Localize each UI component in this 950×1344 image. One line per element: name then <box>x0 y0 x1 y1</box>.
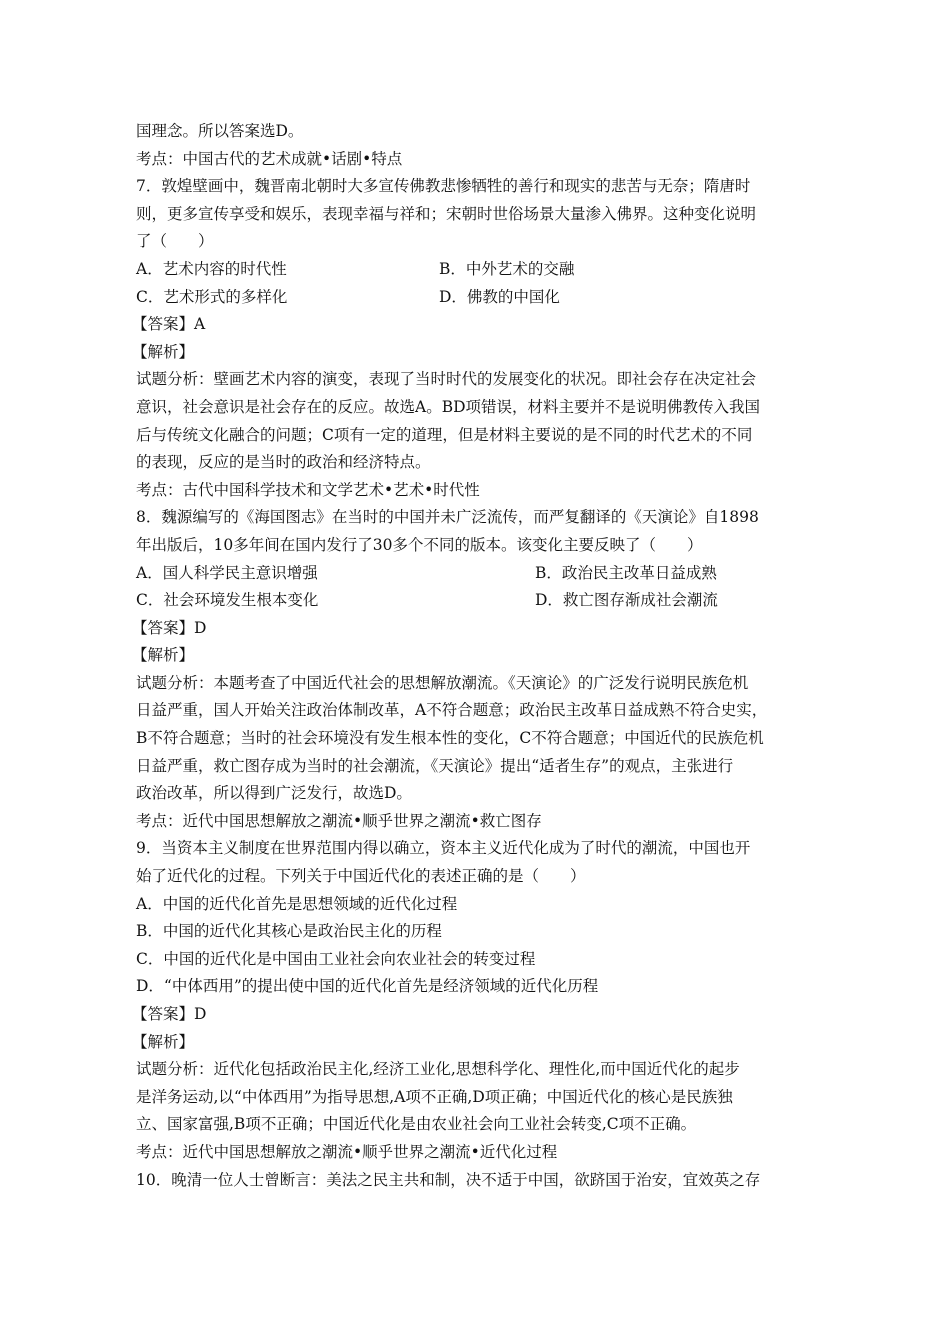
question-stem-line: 9．当资本主义制度在世界范围内得以确立，资本主义近代化成为了时代的潮流，中国也开 <box>136 839 751 858</box>
question-stem-line: 了（ ） <box>136 232 214 251</box>
option-d: D．救亡图存渐成社会潮流 <box>535 591 718 610</box>
option-row <box>136 284 816 312</box>
analysis-line: 试题分析：壁画艺术内容的演变，表现了当时时代的发展变化的状况。即社会存在决定社会 <box>136 370 757 389</box>
question-8 <box>132 504 816 835</box>
option-b: B．政治民主改革日益成熟 <box>535 563 717 582</box>
analysis-label: 【解析】 <box>132 646 195 665</box>
text-line: 国理念。所以答案选D。 <box>136 122 304 140</box>
analysis-line: 日益严重，国人开始关注政治体制改革，A不符合题意；政治民主改革日益成熟不符合史实， <box>136 701 768 720</box>
kaodian-line: 考点：近代中国思想解放之潮流•顺乎世界之潮流•救亡图存 <box>136 811 542 830</box>
question-10 <box>136 1167 816 1195</box>
option-a: A．国人科学民主意识增强 <box>136 563 318 582</box>
option-row <box>136 560 816 588</box>
question-stem-line: 7．敦煌壁画中，魏晋南北朝时大多宣传佛教悲惨牺牲的善行和现实的悲苦与无奈；隋唐时 <box>136 177 751 196</box>
option-row <box>136 587 816 615</box>
analysis-line: B不符合题意；当时的社会环境没有发生根本性的变化，C不符合题意；中国近代的民族危机 <box>136 729 764 748</box>
analysis-line: 的表现，反应的是当时的政治和经济特点。 <box>136 453 431 472</box>
answer-line: 【答案】A <box>132 315 206 334</box>
option-d: D．佛教的中国化 <box>439 287 560 306</box>
kaodian-line: 考点：古代中国科学技术和文学艺术•艺术•时代性 <box>136 480 480 499</box>
question-stem-line: 始了近代化的过程。下列关于中国近代化的表述正确的是（ ） <box>136 867 586 886</box>
option-a: A．艺术内容的时代性 <box>136 259 287 278</box>
option-b: B．中外艺术的交融 <box>439 259 575 278</box>
analysis-label: 【解析】 <box>132 342 195 361</box>
question-stem-line: 则，更多宣传享受和娱乐，表现幸福与祥和；宋朝时世俗场景大量渗入佛界。这种变化说明 <box>136 204 757 223</box>
analysis-line: 试题分析：本题考查了中国近代社会的思想解放潮流。《天演论》的广泛发行说明民族危机 <box>136 673 749 692</box>
analysis-line: 是洋务运动,以“中体西用”为指导思想,A项不正确,D项正确；中国近代化的核心是民族独 <box>136 1087 733 1106</box>
analysis-line: 立、国家富强,B项不正确；中国近代化是由农业社会向工业社会转变,C项不正确。 <box>136 1115 697 1134</box>
option-b: B．中国的近代化其核心是政治民主化的历程 <box>136 922 442 941</box>
analysis-line: 政治改革，所以得到广泛发行，故选D。 <box>136 784 412 803</box>
analysis-line: 意识，社会意识是社会存在的反应。故选A。BD项错误，材料主要并不是说明佛教传入我国 <box>136 397 761 416</box>
analysis-line: 试题分析：近代化包括政治民主化,经济工业化,思想科学化、理性化,而中国近代化的起步 <box>136 1060 740 1079</box>
option-a: A．中国的近代化首先是思想领域的近代化过程 <box>136 894 458 913</box>
option-d: D．“中体西用”的提出使中国的近代化首先是经济领域的近代化历程 <box>136 977 599 996</box>
question-stem-line: 8．魏源编写的《海国图志》在当时的中国并未广泛流传，而严复翻译的《天演论》自1898 <box>136 508 759 527</box>
kaodian-line: 考点：近代中国思想解放之潮流•顺乎世界之潮流•近代化过程 <box>136 1142 558 1161</box>
analysis-line: 日益严重，救亡图存成为当时的社会潮流，《天演论》提出“适者生存”的观点，主张进行 <box>136 756 734 775</box>
question-stem-line: 10．晚清一位人士曾断言：美法之民主共和制，决不适于中国，欲跻国于治安，宜效英之存 <box>136 1170 761 1189</box>
option-row <box>136 256 816 284</box>
question-7 <box>132 173 816 504</box>
document-page <box>132 118 816 1194</box>
option-c: C．中国的近代化是中国由工业社会向农业社会的转变过程 <box>136 949 536 968</box>
question-stem-line: 年出版后，10多年间在国内发行了30多个不同的版本。该变化主要反映了（ ） <box>136 535 703 554</box>
kaodian-line: 考点：中国古代的艺术成就•话剧•特点 <box>136 149 403 168</box>
question-9 <box>132 835 816 1166</box>
analysis-label: 【解析】 <box>132 1032 195 1051</box>
analysis-line: 后与传统文化融合的问题；C项有一定的道理，但是材料主要说的是不同的时代艺术的不同 <box>136 425 753 444</box>
option-c: C．社会环境发生根本变化 <box>136 591 319 610</box>
option-c: C．艺术形式的多样化 <box>136 287 288 306</box>
answer-line: 【答案】D <box>132 618 207 637</box>
answer-line: 【答案】D <box>132 1005 207 1023</box>
